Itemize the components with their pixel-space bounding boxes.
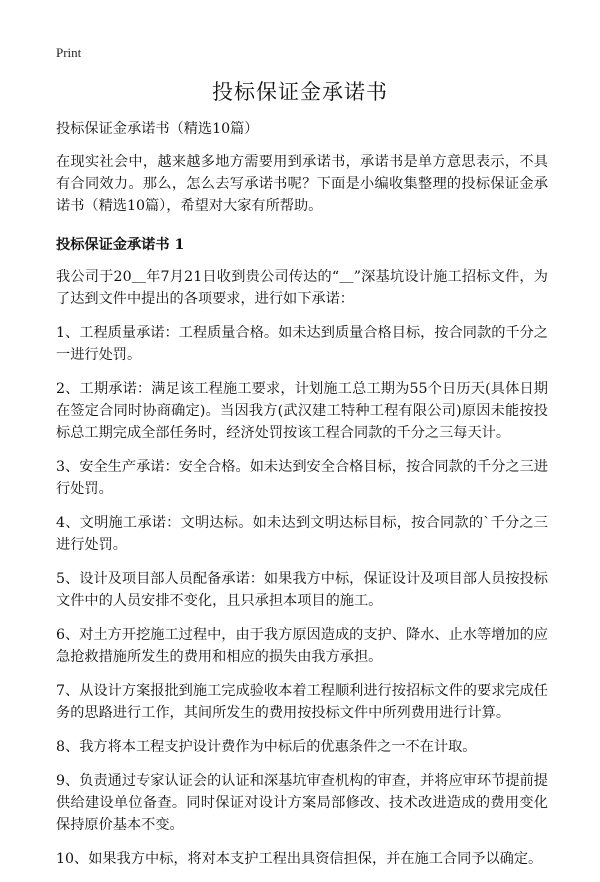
paragraph-item-9: 9、负责通过专家认证会的认证和深基坑审查机构的审查，并将应审环节提前提供给建设单位备查。同时保证对设计方案局部修改、技术改进造成的费用变化保持原价基本不变。	[56, 773, 548, 833]
paragraph-item-3: 3、安全生产承诺：安全合格。如未达到安全合格目标，按合同款的千分之三进行处罚。	[56, 459, 548, 497]
paragraph-list	[56, 266, 548, 870]
paragraph-item-1: 1、工程质量承诺：工程质量合格。如未达到质量合格目标，按合同款的千分之一进行处罚。	[56, 325, 548, 363]
paragraph-item-10: 10、如果我方中标，将对本支护工程出具资信担保，并在施工合同予以确定。	[56, 851, 543, 867]
paragraph-item-5: 5、设计及项目部人员配备承诺：如果我方中标，保证设计及项目部人员按投标文件中的人员安排不变化，且只承担本项目的施工。	[56, 571, 548, 609]
paragraph-item-2: 2、工期承诺：满足该工程施工要求，计划施工总工期为55个日历天(具体日期在签定合同时协商确定)。当因我方(武汉建工特种工程有限公司)原因未能按投标总工期完成全部任务时，经济处罚按该工程合同款的千分之三每天计。	[56, 381, 548, 441]
document-subtitle: 投标保证金承诺书（精选10篇）	[56, 121, 259, 137]
document-body	[56, 118, 548, 882]
section-heading: 投标保证金承诺书 1	[56, 237, 185, 253]
paragraph-item-6: 6、对土方开挖施工过程中，由于我方原因造成的支护、降水、止水等增加的应急抢救措施所发生的费用和相应的损失由我方承担。	[56, 627, 548, 665]
print-link[interactable]: Print	[56, 45, 82, 60]
paragraph-item-7: 7、从设计方案报批到施工完成验收本着工程顺利进行按招标文件的要求完成任务的思路进行工作，其间所发生的费用按投标文件中所列费用进行计算。	[56, 683, 548, 721]
paragraph-opening: 我公司于20＿年7月21日收到贵公司传达的“＿”深基坑设计施工招标文件，为了达到文件中提出的各项要求，进行如下承诺：	[56, 269, 548, 307]
paragraph-item-4: 4、文明施工承诺：文明达标。如未达到文明达标目标，按合同款的`千分之三进行处罚。	[56, 515, 548, 553]
intro-paragraph: 在现实社会中，越来越多地方需要用到承诺书，承诺书是单方意思表示，不具有合同效力。那么，怎么去写承诺书呢？下面是小编收集整理的投标保证金承诺书（精选10篇），希望对大家有所帮助。	[56, 154, 548, 214]
paragraph-item-8: 8、我方将本工程支护设计费作为中标后的优惠条件之一不在计取。	[56, 739, 477, 755]
document-title: 投标保证金承诺书	[212, 80, 388, 104]
